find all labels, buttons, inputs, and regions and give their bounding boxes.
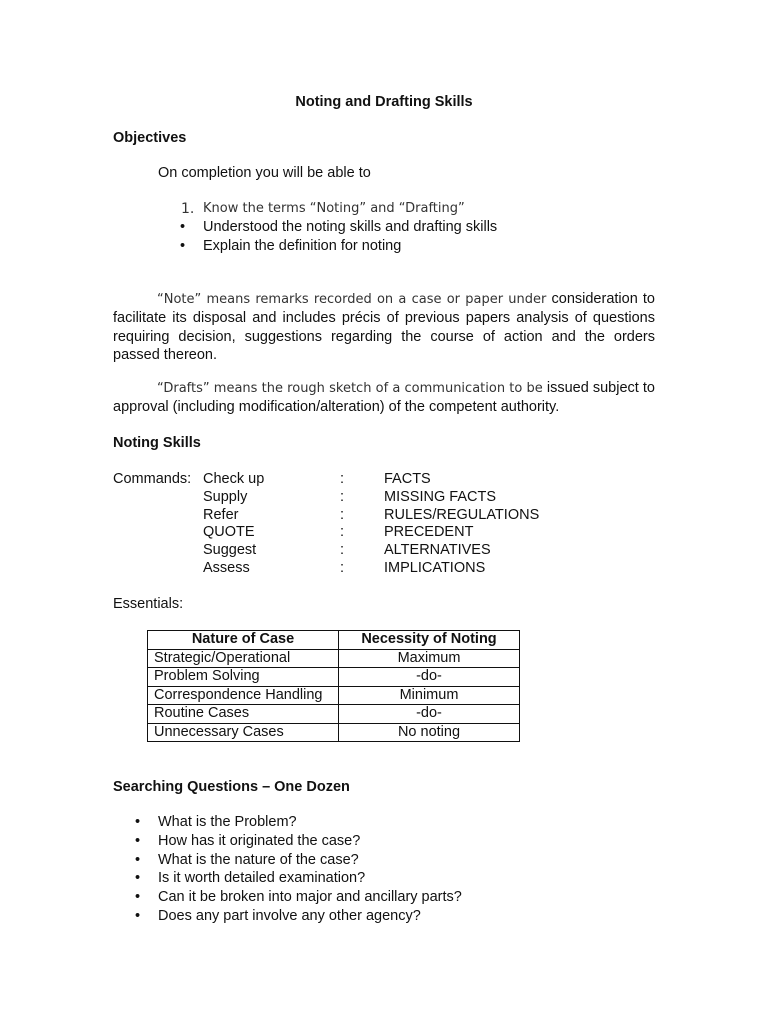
list-item: • Explain the definition for noting: [180, 237, 402, 254]
table-cell: Problem Solving: [148, 668, 339, 687]
list-item: • Can it be broken into major and ancillary parts?: [135, 889, 462, 906]
table-cell: No noting: [339, 723, 520, 742]
document-title: Noting and Drafting Skills: [295, 94, 473, 110]
list-item: • Understood the noting skills and drafting skills: [180, 219, 498, 235]
command-row: [113, 523, 613, 541]
command-verb: Refer: [203, 507, 239, 523]
table-row: [148, 705, 520, 724]
command-row: [113, 541, 613, 559]
bullet-icon: •: [135, 851, 141, 868]
table-cell: Routine Cases: [148, 705, 339, 724]
command-verb: Assess: [203, 560, 250, 576]
command-object: MISSING FACTS: [384, 489, 496, 505]
command-verb: Suggest: [203, 542, 257, 558]
table-cell: Minimum: [339, 686, 520, 705]
bullet-icon: •: [135, 889, 141, 906]
command-row: [113, 559, 613, 577]
essentials-label: Essentials:: [113, 596, 184, 612]
bullet-icon: •: [135, 814, 141, 830]
command-object: ALTERNATIVES: [384, 542, 491, 558]
drafts-definition-paragraph: “Drafts” means the rough sketch of a communication to be issued subject to approval (including modification/alteration) of the competent authority.: [113, 380, 655, 416]
command-separator: :: [340, 471, 345, 487]
command-row: [113, 506, 613, 524]
list-item: • How has it originated the case?: [135, 832, 361, 849]
bullet-icon: •: [135, 907, 141, 924]
command-object: IMPLICATIONS: [384, 560, 486, 576]
command-verb: Check up: [203, 471, 265, 487]
objectives-heading: Objectives: [113, 130, 187, 146]
table-cell: Maximum: [339, 649, 520, 668]
command-separator: :: [340, 560, 345, 576]
table-cell: Strategic/Operational: [148, 649, 339, 668]
bullet-icon: •: [180, 237, 186, 254]
list-item: • Is it worth detailed examination?: [135, 870, 366, 887]
table-row: [148, 723, 520, 742]
table-row: [148, 668, 520, 687]
list-item: • What is the Problem?: [135, 814, 297, 830]
command-row: [113, 470, 613, 488]
table-cell: Correspondence Handling: [148, 686, 339, 705]
table-cell: -do-: [339, 668, 520, 687]
noting-skills-heading: Noting Skills: [113, 435, 201, 451]
bullet-icon: •: [180, 219, 186, 235]
command-verb: QUOTE: [203, 524, 255, 540]
table-header-row: [148, 631, 520, 650]
list-item: • Does any part involve any other agency?: [135, 907, 421, 924]
bullet-icon: •: [135, 870, 141, 887]
table-row: [148, 649, 520, 668]
column-header: Nature of Case: [148, 631, 339, 650]
objectives-bullet-list: [158, 218, 497, 256]
note-definition-paragraph: “Note” means remarks recorded on a case or paper under consideration to facilitate its disposal and includes précis of previous papers analysis of questions requiring decision, suggestions regarding the course of action and the orders passed thereon.: [113, 291, 655, 363]
list-item: • What is the nature of the case?: [135, 851, 359, 868]
searching-questions-heading: Searching Questions – One Dozen: [113, 779, 350, 795]
command-verb: Supply: [203, 489, 248, 505]
bullet-icon: •: [135, 832, 141, 849]
command-object: RULES/REGULATIONS: [384, 507, 540, 523]
commands-label: Commands:: [113, 471, 192, 487]
essentials-table: [147, 630, 520, 742]
command-separator: :: [340, 524, 345, 540]
column-header: Necessity of Noting: [339, 631, 520, 650]
numbered-item-text: Know the terms “Noting” and “Drafting”: [203, 201, 465, 216]
command-separator: :: [340, 542, 345, 558]
table-cell: -do-: [339, 705, 520, 724]
command-object: PRECEDENT: [384, 524, 474, 540]
table-row: [148, 686, 520, 705]
table-cell: Unnecessary Cases: [148, 723, 339, 742]
command-object: FACTS: [384, 471, 431, 487]
command-separator: :: [340, 489, 345, 505]
objectives-intro: On completion you will be able to: [158, 165, 371, 181]
numbered-item-number: 1.: [181, 201, 195, 217]
command-row: [113, 488, 613, 506]
searching-questions-list: [113, 813, 462, 926]
command-separator: :: [340, 507, 345, 523]
